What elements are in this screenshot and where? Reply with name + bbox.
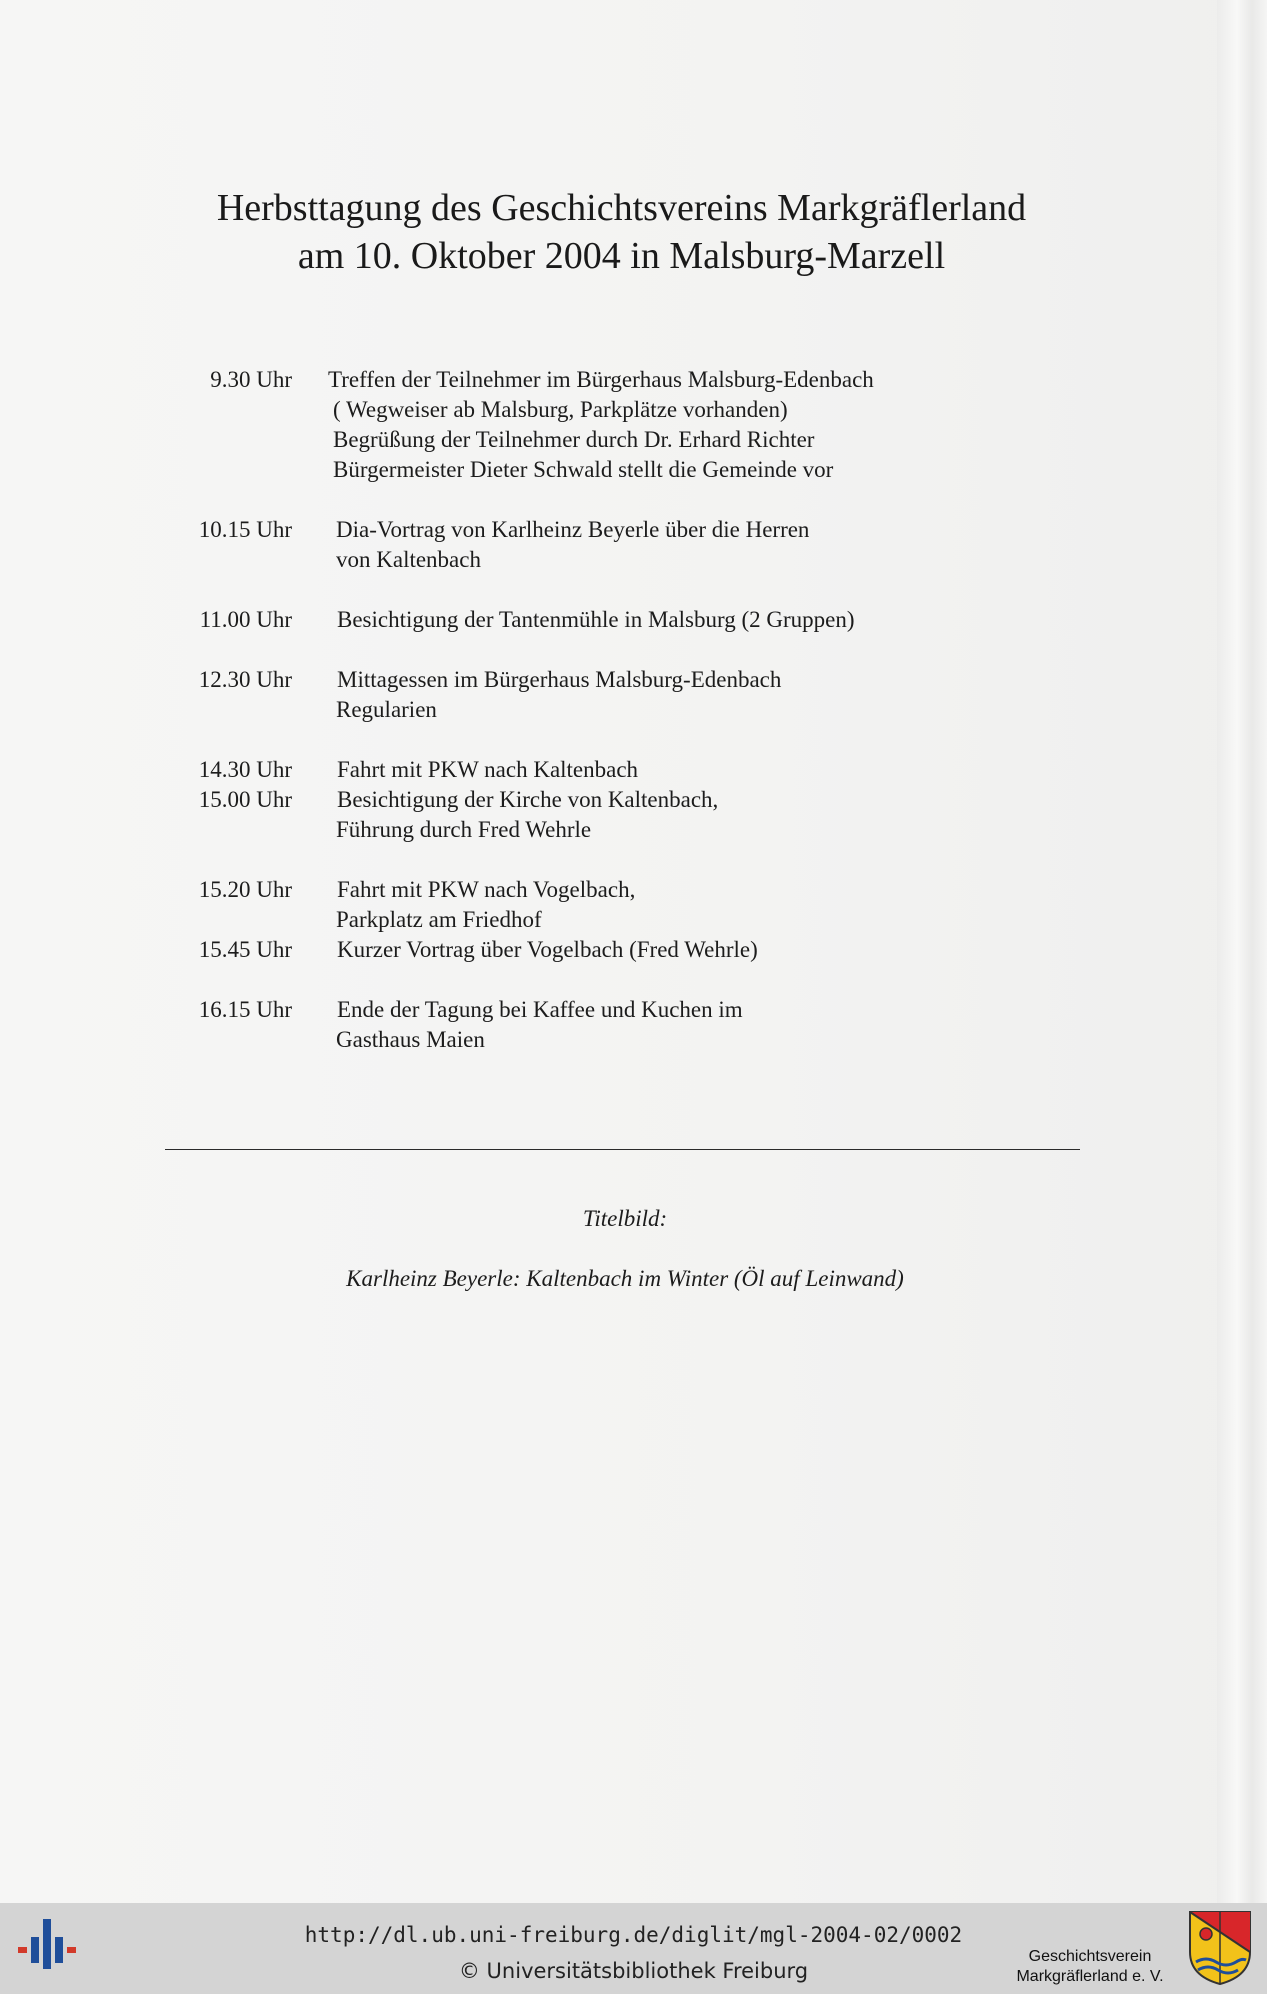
document-title-line2: am 10. Oktober 2004 in Malsburg-Marzell [297, 235, 946, 277]
schedule-line: ( Wegweiser ab Malsburg, Parkplätze vorhanden) [333, 397, 788, 422]
page-edge [1217, 0, 1267, 1903]
society-line2: Markgräflerland e. V. [1016, 1968, 1164, 1985]
schedule-line: Treffen der Teilnehmer im Bürgerhaus Malsburg-Edenbach [328, 367, 874, 392]
schedule-line: Besichtigung der Tantenmühle in Malsburg (2 Gruppen) [337, 607, 855, 632]
document-title-line1: Herbsttagung des Geschichtsvereins Markgräflerland [216, 187, 1027, 229]
schedule-time: 16.15 Uhr [198, 997, 292, 1022]
schedule-line: von Kaltenbach [336, 547, 481, 572]
schedule-line: Regularien [336, 697, 437, 722]
schedule-line: Ende der Tagung bei Kaffee und Kuchen im [337, 997, 743, 1022]
schedule-line: Kurzer Vortrag über Vogelbach (Fred Wehrle) [337, 937, 758, 962]
footer-copyright: © Universitätsbibliothek Freiburg [458, 1959, 809, 1983]
coat-of-arms-icon [1188, 1910, 1252, 1986]
caption-heading: Titelbild: [582, 1206, 668, 1231]
society-name [1000, 1947, 1180, 1987]
schedule-time: 15.20 Uhr [198, 877, 292, 902]
schedule-time: 15.00 Uhr [198, 787, 292, 812]
schedule-time: 9.30 Uhr [210, 367, 292, 392]
schedule-line: Begrüßung der Teilnehmer durch Dr. Erhard Richter [333, 427, 815, 452]
schedule-time: 12.30 Uhr [198, 667, 292, 692]
caption-text: Karlheinz Beyerle: Kaltenbach im Winter (Öl auf Leinwand) [346, 1266, 904, 1291]
schedule-line: Fahrt mit PKW nach Kaltenbach [337, 757, 639, 782]
schedule-line: Parkplatz am Friedhof [336, 907, 542, 932]
schedule-line: Bürgermeister Dieter Schwald stellt die Gemeinde vor [333, 457, 834, 482]
schedule-line: Fahrt mit PKW nach Vogelbach, [337, 877, 636, 902]
schedule-line: Führung durch Fred Wehrle [336, 817, 592, 842]
schedule-line: Gasthaus Maien [336, 1027, 485, 1052]
schedule-line: Besichtigung der Kirche von Kaltenbach, [337, 787, 719, 812]
horizontal-rule [165, 1149, 1080, 1150]
schedule-time: 15.45 Uhr [198, 937, 292, 962]
schedule-time: 11.00 Uhr [199, 607, 292, 632]
schedule-time: 14.30 Uhr [198, 757, 292, 782]
schedule-time: 10.15 Uhr [198, 517, 292, 542]
footer-url-link[interactable]: http://dl.ub.uni-freiburg.de/diglit/mgl-2004-02/0002 [304, 1923, 963, 1947]
society-line1: Geschichtsverein [1028, 1948, 1152, 1965]
schedule-line: Dia-Vortrag von Karlheinz Beyerle über die Herren [336, 517, 810, 542]
schedule-line: Mittagessen im Bürgerhaus Malsburg-Edenbach [337, 667, 782, 692]
